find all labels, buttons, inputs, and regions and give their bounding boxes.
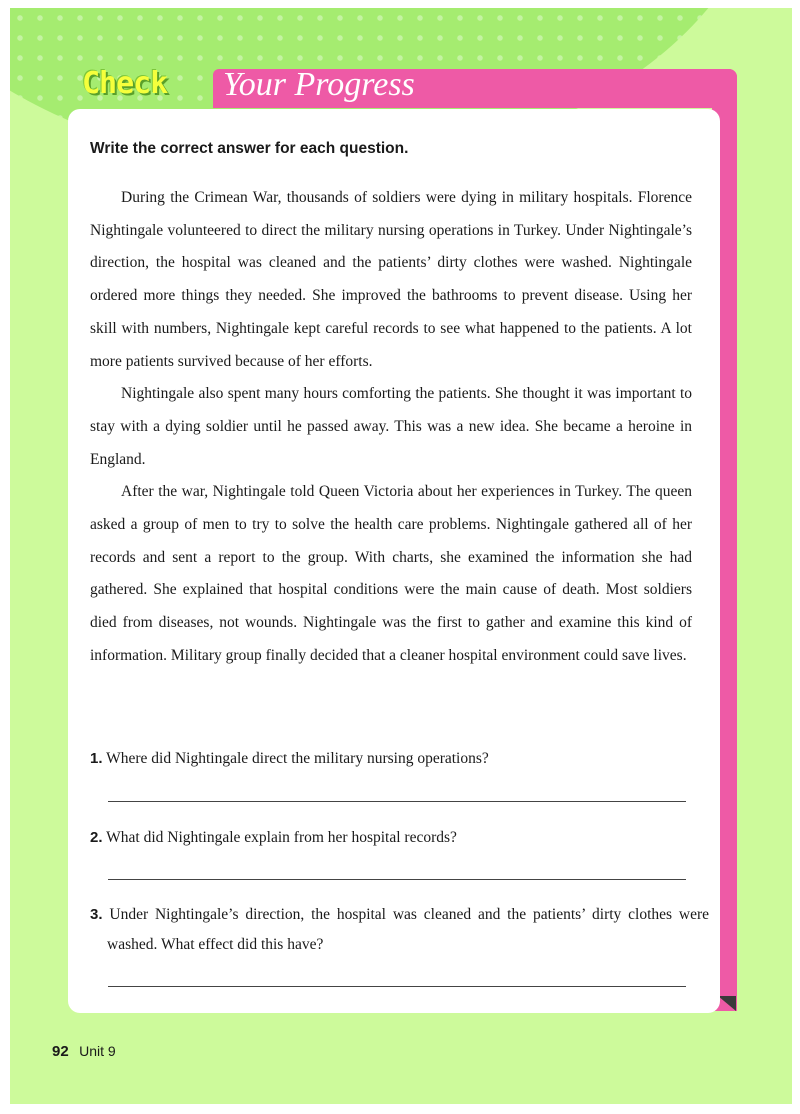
- passage-paragraph-2: Nightingale also spent many hours comforting the patients. She thought it was important to stay with a dying soldier until he passed away. This was a new idea. She became a heroine in England.: [90, 385, 692, 468]
- reading-passage: [90, 182, 692, 673]
- question-3-number: 3.: [90, 906, 103, 923]
- answer-line-3[interactable]: [108, 986, 686, 987]
- question-2: [90, 823, 709, 853]
- instruction-text: Write the correct answer for each question.: [90, 140, 409, 157]
- page-fold-corner: [718, 996, 736, 1011]
- answer-line-1[interactable]: [108, 801, 686, 802]
- answer-line-2[interactable]: [108, 879, 686, 880]
- passage-paragraph-3: After the war, Nightingale told Queen Victoria about her experiences in Turkey. The queen asked a group of men to try to solve the health care problems. Nightingale gathered all of her records and sent a report to the group. With charts, she examined the information she had gathered. She explained that hospital conditions were the main cause of death. Most soldiers died from diseases, not wounds. Nightingale was the first to gather and examine this kind of information. Military group finally decided that a cleaner hospital environment could save lives.: [90, 483, 692, 664]
- page-number: 92: [52, 1043, 69, 1060]
- question-3-text: Under Nightingale’s direction, the hospital was cleaned and the patients’ dirty clothes were washed. What effect did this have?: [107, 906, 710, 953]
- page-footer: [52, 1043, 116, 1061]
- title-check: Check: [82, 66, 168, 101]
- question-1-text: Where did Nightingale direct the military nursing operations?: [106, 750, 489, 767]
- unit-label: Unit 9: [79, 1043, 116, 1059]
- question-2-number: 2.: [90, 829, 103, 846]
- title-your-progress: Your Progress: [223, 66, 415, 103]
- question-3: [90, 900, 709, 960]
- question-1-number: 1.: [90, 750, 103, 767]
- passage-paragraph-1: During the Crimean War, thousands of soldiers were dying in military hospitals. Florence Nightingale volunteered to direct the military nursing operations in Turkey. Under Nightingale’s direction, the hospital was cleaned and the patients’ dirty clothes were washed. Nightingale ordered more things they needed. She improved the bathrooms to prevent disease. Using her skill with numbers, Nightingale kept careful records to see what happened to the patients. A lot more patients survived because of her efforts.: [90, 189, 692, 370]
- question-1: [90, 744, 709, 774]
- question-2-text: What did Nightingale explain from her hospital records?: [106, 829, 457, 846]
